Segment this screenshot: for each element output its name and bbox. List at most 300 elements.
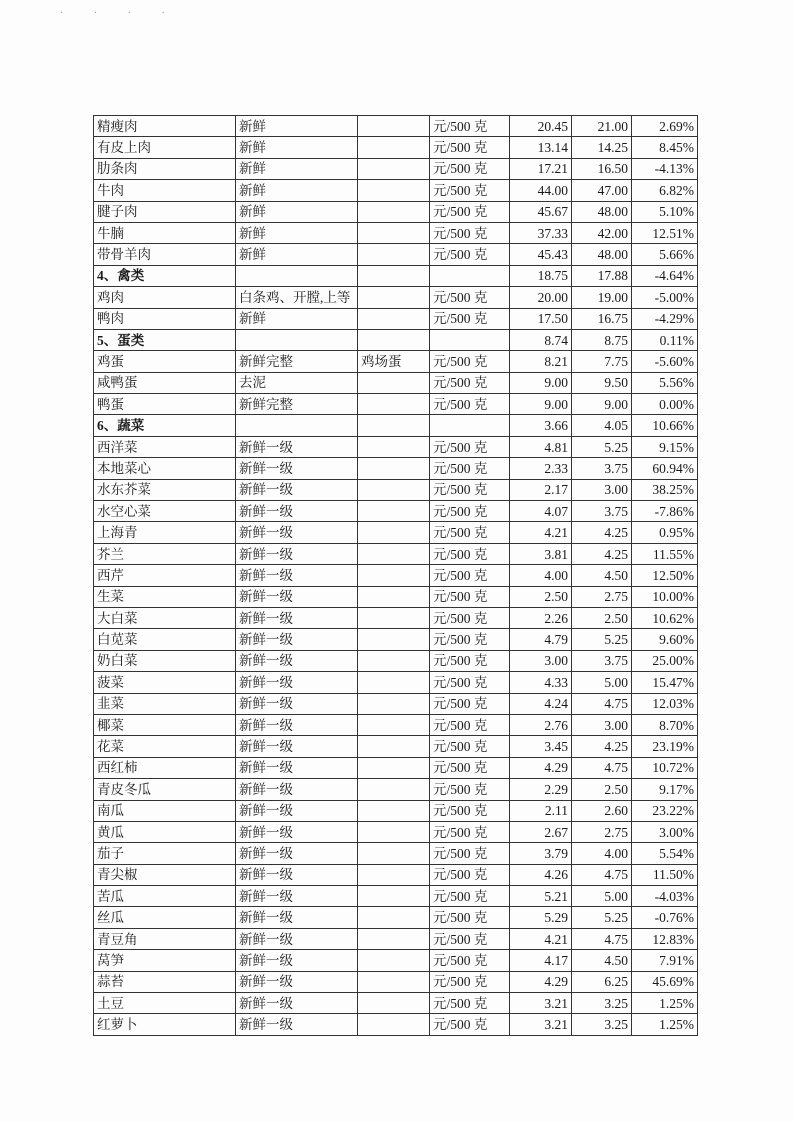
product-name-cell: 精瘦肉 — [94, 116, 236, 137]
current-price-cell: 4.75 — [572, 757, 632, 778]
spec-cell: 新鲜一级 — [236, 843, 358, 864]
unit-cell: 元/500 克 — [430, 201, 510, 222]
note-cell — [358, 287, 430, 308]
current-price-cell: 5.25 — [572, 907, 632, 928]
category-row — [94, 265, 698, 286]
change-percent-cell: 11.55% — [632, 543, 698, 564]
unit-cell: 元/500 克 — [430, 586, 510, 607]
change-percent-cell: -4.64% — [632, 265, 698, 286]
change-percent-cell: 23.19% — [632, 736, 698, 757]
change-percent-cell: 8.70% — [632, 714, 698, 735]
note-cell — [358, 864, 430, 885]
current-price-cell: 9.50 — [572, 372, 632, 393]
product-name-cell: 青皮冬瓜 — [94, 779, 236, 800]
note-cell — [358, 629, 430, 650]
product-name-cell: 蒜苔 — [94, 971, 236, 992]
previous-price-cell: 17.21 — [510, 158, 572, 179]
previous-price-cell: 8.21 — [510, 351, 572, 372]
spec-cell: 新鲜一级 — [236, 757, 358, 778]
category-row — [94, 329, 698, 350]
product-name-cell: 鸡肉 — [94, 287, 236, 308]
current-price-cell: 4.75 — [572, 693, 632, 714]
unit-cell — [430, 265, 510, 286]
table-row — [94, 950, 698, 971]
note-cell — [358, 265, 430, 286]
product-name-cell: 椰菜 — [94, 714, 236, 735]
unit-cell: 元/500 克 — [430, 864, 510, 885]
spec-cell: 新鲜一级 — [236, 650, 358, 671]
previous-price-cell: 3.21 — [510, 1014, 572, 1035]
product-name-cell: 肋条肉 — [94, 158, 236, 179]
current-price-cell: 7.75 — [572, 351, 632, 372]
unit-cell: 元/500 克 — [430, 543, 510, 564]
current-price-cell: 5.25 — [572, 629, 632, 650]
product-name-cell: 有皮上肉 — [94, 137, 236, 158]
spec-cell: 新鲜 — [236, 308, 358, 329]
unit-cell: 元/500 克 — [430, 287, 510, 308]
table-row — [94, 458, 698, 479]
previous-price-cell: 3.21 — [510, 993, 572, 1014]
change-percent-cell: 2.69% — [632, 116, 698, 137]
previous-price-cell: 2.17 — [510, 479, 572, 500]
change-percent-cell: 1.25% — [632, 993, 698, 1014]
change-percent-cell: 38.25% — [632, 479, 698, 500]
unit-cell: 元/500 克 — [430, 907, 510, 928]
note-cell — [358, 372, 430, 393]
current-price-cell: 5.00 — [572, 672, 632, 693]
spec-cell: 新鲜一级 — [236, 950, 358, 971]
product-name-cell: 水空心菜 — [94, 501, 236, 522]
unit-cell: 元/500 克 — [430, 522, 510, 543]
change-percent-cell: 11.50% — [632, 864, 698, 885]
unit-cell: 元/500 克 — [430, 843, 510, 864]
note-cell — [358, 886, 430, 907]
price-table-body — [94, 116, 698, 1036]
change-percent-cell: 5.56% — [632, 372, 698, 393]
previous-price-cell: 37.33 — [510, 222, 572, 243]
note-cell — [358, 993, 430, 1014]
note-cell — [358, 971, 430, 992]
note-cell — [358, 394, 430, 415]
product-name-cell: 牛肉 — [94, 180, 236, 201]
change-percent-cell: -0.76% — [632, 907, 698, 928]
current-price-cell: 17.88 — [572, 265, 632, 286]
product-name-cell: 茄子 — [94, 843, 236, 864]
product-name-cell: 莴笋 — [94, 950, 236, 971]
product-name-cell: 红萝卜 — [94, 1014, 236, 1035]
table-row — [94, 629, 698, 650]
change-percent-cell: 0.11% — [632, 329, 698, 350]
current-price-cell: 2.75 — [572, 586, 632, 607]
current-price-cell: 3.75 — [572, 458, 632, 479]
table-row — [94, 672, 698, 693]
previous-price-cell: 2.26 — [510, 607, 572, 628]
current-price-cell: 16.75 — [572, 308, 632, 329]
current-price-cell: 48.00 — [572, 244, 632, 265]
previous-price-cell: 44.00 — [510, 180, 572, 201]
spec-cell: 新鲜一级 — [236, 800, 358, 821]
unit-cell: 元/500 克 — [430, 394, 510, 415]
previous-price-cell: 20.45 — [510, 116, 572, 137]
unit-cell: 元/500 克 — [430, 436, 510, 457]
category-name-cell: 4、禽类 — [94, 265, 236, 286]
previous-price-cell: 4.29 — [510, 757, 572, 778]
current-price-cell: 3.75 — [572, 650, 632, 671]
product-name-cell: 本地菜心 — [94, 458, 236, 479]
change-percent-cell: 12.51% — [632, 222, 698, 243]
spec-cell: 新鲜一级 — [236, 779, 358, 800]
product-name-cell: 青尖椒 — [94, 864, 236, 885]
spec-cell: 新鲜一级 — [236, 458, 358, 479]
previous-price-cell: 20.00 — [510, 287, 572, 308]
current-price-cell: 4.05 — [572, 415, 632, 436]
unit-cell: 元/500 克 — [430, 650, 510, 671]
table-row — [94, 201, 698, 222]
note-cell — [358, 586, 430, 607]
unit-cell: 元/500 克 — [430, 565, 510, 586]
current-price-cell: 3.75 — [572, 501, 632, 522]
current-price-cell: 4.25 — [572, 522, 632, 543]
note-cell — [358, 821, 430, 842]
current-price-cell: 2.50 — [572, 779, 632, 800]
change-percent-cell: -4.29% — [632, 308, 698, 329]
unit-cell: 元/500 克 — [430, 372, 510, 393]
table-row — [94, 843, 698, 864]
change-percent-cell: 9.60% — [632, 629, 698, 650]
table-row — [94, 607, 698, 628]
category-row — [94, 415, 698, 436]
product-name-cell: 西红柿 — [94, 757, 236, 778]
product-name-cell: 生菜 — [94, 586, 236, 607]
table-row — [94, 394, 698, 415]
current-price-cell: 4.25 — [572, 543, 632, 564]
table-row — [94, 928, 698, 949]
current-price-cell: 2.60 — [572, 800, 632, 821]
table-row — [94, 351, 698, 372]
note-cell — [358, 479, 430, 500]
change-percent-cell: 8.45% — [632, 137, 698, 158]
note-cell — [358, 779, 430, 800]
note-cell — [358, 607, 430, 628]
current-price-cell: 6.25 — [572, 971, 632, 992]
current-price-cell: 3.00 — [572, 714, 632, 735]
spec-cell: 新鲜一级 — [236, 821, 358, 842]
table-row — [94, 543, 698, 564]
unit-cell: 元/500 克 — [430, 222, 510, 243]
unit-cell: 元/500 克 — [430, 158, 510, 179]
table-row — [94, 244, 698, 265]
change-percent-cell: 1.25% — [632, 1014, 698, 1035]
table-row — [94, 714, 698, 735]
change-percent-cell: -4.03% — [632, 886, 698, 907]
table-row — [94, 116, 698, 137]
note-cell — [358, 116, 430, 137]
table-row — [94, 864, 698, 885]
current-price-cell: 4.75 — [572, 928, 632, 949]
note-cell — [358, 308, 430, 329]
table-row — [94, 586, 698, 607]
table-row — [94, 693, 698, 714]
product-name-cell: 青豆角 — [94, 928, 236, 949]
product-name-cell: 西洋菜 — [94, 436, 236, 457]
spec-cell — [236, 415, 358, 436]
spec-cell: 新鲜一级 — [236, 886, 358, 907]
product-name-cell: 咸鸭蛋 — [94, 372, 236, 393]
unit-cell: 元/500 克 — [430, 950, 510, 971]
table-row — [94, 180, 698, 201]
note-cell — [358, 180, 430, 201]
note-cell — [358, 222, 430, 243]
spec-cell: 新鲜 — [236, 180, 358, 201]
unit-cell: 元/500 克 — [430, 693, 510, 714]
spec-cell: 新鲜 — [236, 137, 358, 158]
product-name-cell: 丝瓜 — [94, 907, 236, 928]
previous-price-cell: 2.29 — [510, 779, 572, 800]
unit-cell: 元/500 克 — [430, 458, 510, 479]
note-cell — [358, 158, 430, 179]
change-percent-cell: -7.86% — [632, 501, 698, 522]
spec-cell — [236, 265, 358, 286]
spec-cell: 新鲜一级 — [236, 479, 358, 500]
change-percent-cell: 5.66% — [632, 244, 698, 265]
unit-cell: 元/500 克 — [430, 351, 510, 372]
spec-cell: 新鲜一级 — [236, 629, 358, 650]
product-name-cell: 鸭肉 — [94, 308, 236, 329]
change-percent-cell: 23.22% — [632, 800, 698, 821]
change-percent-cell: 3.00% — [632, 821, 698, 842]
previous-price-cell: 45.43 — [510, 244, 572, 265]
product-name-cell: 水东芥菜 — [94, 479, 236, 500]
unit-cell: 元/500 克 — [430, 821, 510, 842]
change-percent-cell: 10.72% — [632, 757, 698, 778]
previous-price-cell: 9.00 — [510, 372, 572, 393]
table-row — [94, 821, 698, 842]
category-name-cell: 5、蛋类 — [94, 329, 236, 350]
current-price-cell: 5.00 — [572, 886, 632, 907]
previous-price-cell: 3.81 — [510, 543, 572, 564]
previous-price-cell: 2.11 — [510, 800, 572, 821]
note-cell — [358, 950, 430, 971]
table-row — [94, 222, 698, 243]
note-cell — [358, 458, 430, 479]
unit-cell: 元/500 克 — [430, 180, 510, 201]
previous-price-cell: 2.67 — [510, 821, 572, 842]
previous-price-cell: 2.50 — [510, 586, 572, 607]
product-name-cell: 土豆 — [94, 993, 236, 1014]
product-name-cell: 带骨羊肉 — [94, 244, 236, 265]
product-name-cell: 白苋菜 — [94, 629, 236, 650]
product-name-cell: 大白菜 — [94, 607, 236, 628]
current-price-cell: 16.50 — [572, 158, 632, 179]
previous-price-cell: 2.33 — [510, 458, 572, 479]
unit-cell: 元/500 克 — [430, 757, 510, 778]
table-row — [94, 501, 698, 522]
spec-cell: 新鲜一级 — [236, 501, 358, 522]
previous-price-cell: 3.00 — [510, 650, 572, 671]
product-name-cell: 韭菜 — [94, 693, 236, 714]
spec-cell: 新鲜一级 — [236, 736, 358, 757]
change-percent-cell: 25.00% — [632, 650, 698, 671]
product-name-cell: 鸭蛋 — [94, 394, 236, 415]
table-row — [94, 372, 698, 393]
current-price-cell: 42.00 — [572, 222, 632, 243]
note-cell — [358, 650, 430, 671]
previous-price-cell: 17.50 — [510, 308, 572, 329]
previous-price-cell: 2.76 — [510, 714, 572, 735]
unit-cell: 元/500 克 — [430, 971, 510, 992]
spec-cell: 新鲜一级 — [236, 543, 358, 564]
previous-price-cell: 13.14 — [510, 137, 572, 158]
change-percent-cell: 0.00% — [632, 394, 698, 415]
change-percent-cell: 10.62% — [632, 607, 698, 628]
previous-price-cell: 4.26 — [510, 864, 572, 885]
current-price-cell: 4.50 — [572, 565, 632, 586]
unit-cell: 元/500 克 — [430, 800, 510, 821]
spec-cell: 新鲜完整 — [236, 394, 358, 415]
current-price-cell: 47.00 — [572, 180, 632, 201]
note-cell — [358, 928, 430, 949]
previous-price-cell: 4.07 — [510, 501, 572, 522]
unit-cell: 元/500 克 — [430, 928, 510, 949]
table-row — [94, 971, 698, 992]
change-percent-cell: 12.50% — [632, 565, 698, 586]
previous-price-cell: 5.29 — [510, 907, 572, 928]
unit-cell: 元/500 克 — [430, 993, 510, 1014]
current-price-cell: 4.25 — [572, 736, 632, 757]
table-row — [94, 565, 698, 586]
previous-price-cell: 4.24 — [510, 693, 572, 714]
previous-price-cell: 4.79 — [510, 629, 572, 650]
table-row — [94, 522, 698, 543]
unit-cell: 元/500 克 — [430, 244, 510, 265]
spec-cell: 新鲜一级 — [236, 672, 358, 693]
product-name-cell: 黄瓜 — [94, 821, 236, 842]
table-row — [94, 1014, 698, 1035]
table-row — [94, 287, 698, 308]
note-cell — [358, 522, 430, 543]
product-name-cell: 花菜 — [94, 736, 236, 757]
table-row — [94, 886, 698, 907]
previous-price-cell: 8.74 — [510, 329, 572, 350]
current-price-cell: 4.75 — [572, 864, 632, 885]
spec-cell: 新鲜一级 — [236, 907, 358, 928]
spec-cell: 新鲜一级 — [236, 928, 358, 949]
spec-cell: 新鲜 — [236, 158, 358, 179]
change-percent-cell: 60.94% — [632, 458, 698, 479]
unit-cell — [430, 329, 510, 350]
spec-cell: 新鲜 — [236, 201, 358, 222]
note-cell — [358, 501, 430, 522]
spec-cell: 新鲜完整 — [236, 351, 358, 372]
previous-price-cell: 9.00 — [510, 394, 572, 415]
product-name-cell: 西芹 — [94, 565, 236, 586]
change-percent-cell: 15.47% — [632, 672, 698, 693]
change-percent-cell: 45.69% — [632, 971, 698, 992]
note-cell — [358, 757, 430, 778]
table-row — [94, 736, 698, 757]
current-price-cell: 3.25 — [572, 1014, 632, 1035]
spec-cell: 新鲜一级 — [236, 971, 358, 992]
current-price-cell: 9.00 — [572, 394, 632, 415]
previous-price-cell: 18.75 — [510, 265, 572, 286]
spec-cell: 新鲜 — [236, 244, 358, 265]
unit-cell: 元/500 克 — [430, 736, 510, 757]
price-table — [93, 115, 698, 1036]
previous-price-cell: 45.67 — [510, 201, 572, 222]
change-percent-cell: -4.13% — [632, 158, 698, 179]
spec-cell: 新鲜一级 — [236, 586, 358, 607]
note-cell — [358, 714, 430, 735]
change-percent-cell: 9.17% — [632, 779, 698, 800]
spec-cell: 去泥 — [236, 372, 358, 393]
spec-cell: 新鲜一级 — [236, 714, 358, 735]
spec-cell: 新鲜一级 — [236, 436, 358, 457]
unit-cell: 元/500 克 — [430, 501, 510, 522]
change-percent-cell: 0.95% — [632, 522, 698, 543]
current-price-cell: 2.75 — [572, 821, 632, 842]
note-cell — [358, 843, 430, 864]
previous-price-cell: 4.00 — [510, 565, 572, 586]
previous-price-cell: 5.21 — [510, 886, 572, 907]
table-row — [94, 436, 698, 457]
change-percent-cell: 12.03% — [632, 693, 698, 714]
current-price-cell: 3.25 — [572, 993, 632, 1014]
change-percent-cell: 10.66% — [632, 415, 698, 436]
unit-cell: 元/500 克 — [430, 479, 510, 500]
product-name-cell: 奶白菜 — [94, 650, 236, 671]
current-price-cell: 8.75 — [572, 329, 632, 350]
product-name-cell: 芥兰 — [94, 543, 236, 564]
current-price-cell: 2.50 — [572, 607, 632, 628]
unit-cell: 元/500 克 — [430, 308, 510, 329]
change-percent-cell: 10.00% — [632, 586, 698, 607]
table-row — [94, 800, 698, 821]
previous-price-cell: 3.66 — [510, 415, 572, 436]
note-cell: 鸡场蛋 — [358, 351, 430, 372]
change-percent-cell: -5.60% — [632, 351, 698, 372]
unit-cell: 元/500 克 — [430, 116, 510, 137]
table-row — [94, 308, 698, 329]
spec-cell: 新鲜一级 — [236, 565, 358, 586]
product-name-cell: 苦瓜 — [94, 886, 236, 907]
note-cell — [358, 907, 430, 928]
spec-cell: 新鲜一级 — [236, 522, 358, 543]
note-cell — [358, 436, 430, 457]
spec-cell — [236, 329, 358, 350]
table-row — [94, 907, 698, 928]
product-name-cell: 菠菜 — [94, 672, 236, 693]
unit-cell: 元/500 克 — [430, 607, 510, 628]
current-price-cell: 21.00 — [572, 116, 632, 137]
previous-price-cell: 4.33 — [510, 672, 572, 693]
table-row — [94, 479, 698, 500]
unit-cell — [430, 415, 510, 436]
unit-cell: 元/500 克 — [430, 629, 510, 650]
change-percent-cell: 7.91% — [632, 950, 698, 971]
spec-cell: 新鲜一级 — [236, 693, 358, 714]
current-price-cell: 5.25 — [572, 436, 632, 457]
note-cell — [358, 201, 430, 222]
previous-price-cell: 4.81 — [510, 436, 572, 457]
table-row — [94, 158, 698, 179]
note-cell — [358, 1014, 430, 1035]
note-cell — [358, 565, 430, 586]
unit-cell: 元/500 克 — [430, 1014, 510, 1035]
unit-cell: 元/500 克 — [430, 779, 510, 800]
note-cell — [358, 800, 430, 821]
unit-cell: 元/500 克 — [430, 137, 510, 158]
previous-price-cell: 4.21 — [510, 522, 572, 543]
